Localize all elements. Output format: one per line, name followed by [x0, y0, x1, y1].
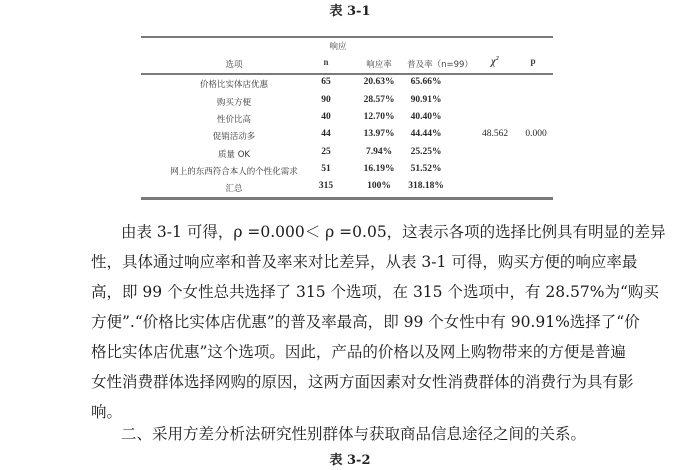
- paragraph-line: 响。: [91, 403, 123, 421]
- paragraph-line: 高，即 99 个女性总共选择了 315 个选项，在 315 个选项中，有 28.57%为“购买: [91, 283, 659, 301]
- row-n: 51: [321, 164, 331, 174]
- paragraph-line: 格比实体店优惠”这个选项。因此，产品的价格以及网上购物带来的方便是普遍: [91, 343, 626, 361]
- header-n: n: [323, 57, 329, 67]
- paragraph-line: 性，具体通过响应率和普及率来对比差异，从表 3-1 可得，购买方便的响应率最: [91, 253, 638, 271]
- row-option: 价格比实体店优惠: [199, 80, 269, 90]
- row-n: 315: [318, 181, 334, 191]
- row-penetration-rate: 65.66%: [410, 77, 442, 87]
- row-option: 质量 OK: [218, 150, 250, 160]
- header-penetration-rate: 普及率（n=99）: [407, 60, 473, 70]
- row-penetration-rate: 40.40%: [410, 112, 442, 122]
- row-option: 汇总: [225, 184, 243, 194]
- row-option: 性价比高: [216, 115, 252, 125]
- row-option: 网上的东西符合本人的个性化需求: [170, 167, 298, 177]
- paragraph-line: 由表 3-1 可得，ρ =0.000＜ ρ =0.05，这表示各项的选择比例具有明显的差异: [121, 223, 666, 241]
- table-bottom-rule: [141, 197, 553, 200]
- row-penetration-rate: 90.91%: [410, 95, 442, 105]
- row-n: 44: [321, 129, 331, 139]
- row-response-rate: 7.94%: [365, 147, 393, 157]
- p-value: 0.000: [525, 129, 547, 139]
- table-caption-3-2: 表 3-2: [329, 453, 371, 468]
- row-n: 40: [321, 112, 331, 122]
- row-response-rate: 20.63%: [363, 77, 395, 87]
- row-penetration-rate: 25.25%: [410, 147, 442, 157]
- row-response-rate: 100%: [367, 181, 391, 191]
- header-response-rate: 响应率: [366, 60, 392, 70]
- row-n: 25: [321, 147, 331, 157]
- row-option: 促销活动多: [212, 132, 256, 142]
- table-top-rule: [141, 36, 553, 38]
- row-response-rate: 16.19%: [363, 164, 395, 174]
- paragraph-line: 方便”.“价格比实体店优惠”的普及率最高，即 99 个女性中有 90.91%选择了“价: [91, 313, 640, 331]
- row-n: 90: [321, 95, 331, 105]
- table-header-rule: [141, 73, 553, 75]
- group-header-response: 响应: [329, 42, 347, 52]
- row-response-rate: 13.97%: [363, 129, 395, 139]
- header-p: p: [530, 57, 536, 67]
- table-caption-3-1: 表 3-1: [329, 4, 371, 19]
- row-n: 65: [321, 77, 331, 87]
- row-option: 购买方便: [216, 98, 252, 108]
- header-option: 选项: [225, 60, 243, 70]
- row-penetration-rate: 51.52%: [410, 164, 442, 174]
- row-response-rate: 12.70%: [363, 112, 395, 122]
- paragraph-line: 女性消费群体选择网购的原因，这两方面因素对女性消费群体的消费行为具有影: [91, 373, 634, 391]
- row-penetration-rate: 44.44%: [410, 129, 442, 139]
- row-penetration-rate: 318.18%: [408, 181, 444, 191]
- header-chi-square: $\chi^2$: [491, 56, 499, 68]
- row-response-rate: 28.57%: [363, 95, 395, 105]
- chi-square-value: 48.562: [481, 129, 509, 139]
- section-heading: 二、采用方差分析法研究性别群体与获取商品信息途径之间的关系。: [121, 425, 587, 443]
